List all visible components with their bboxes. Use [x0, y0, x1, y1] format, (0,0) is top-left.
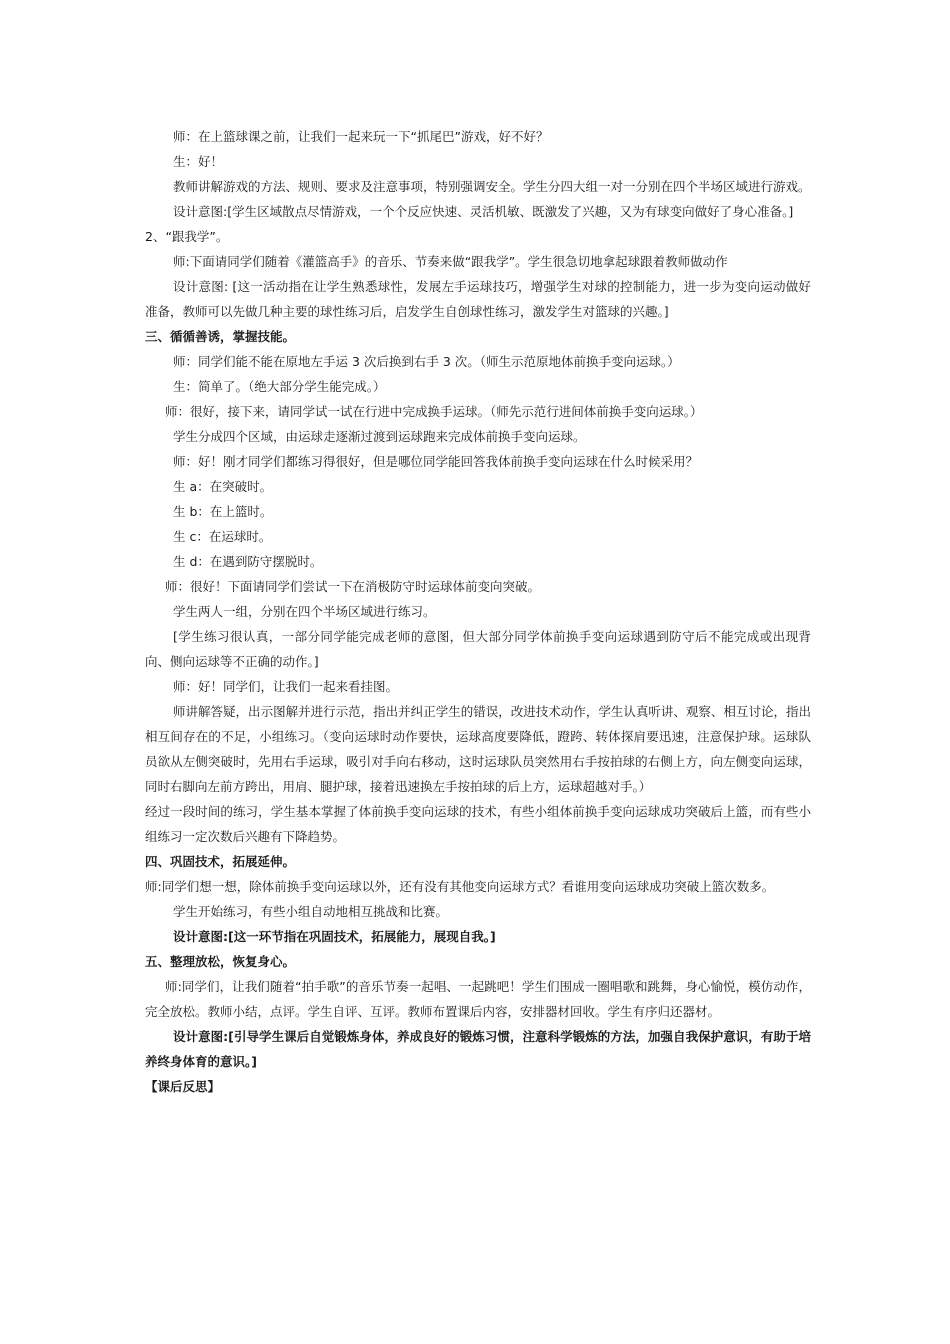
paragraph: 2、“跟我学”。	[145, 229, 229, 244]
paragraph: 学生分成四个区域，由运球走逐渐过渡到运球跑来完成体前换手变向运球。	[173, 429, 586, 444]
paragraph: 教师讲解游戏的方法、规则、要求及注意事项，特别强调安全。学生分四大组一对一分别在四个半场区域进行游戏。	[173, 179, 811, 194]
paragraph: 师:同学们，让我们随着“拍手歌”的音乐节奏一起唱、一起跳吧！学生们围成一圈唱歌和跳舞，身心愉悦，模仿动作，完全放松。教师小结，点评。学生自评、互评。教师布置课后内容，安排器材回收。学生有序归还器材。	[145, 979, 811, 1019]
paragraph: 设计意图:[这一环节指在巩固技术，拓展能力，展现自我。]	[173, 929, 496, 944]
paragraph: 学生开始练习，有些小组自动地相互挑战和比赛。	[173, 904, 449, 919]
paragraph: 师:同学们想一想，除体前换手变向运球以外，还有没有其他变向运球方式？看谁用变向运球成功突破上篮次数多。	[145, 879, 775, 894]
paragraph: 生 d：在遇到防守摆脱时。	[173, 554, 323, 569]
paragraph: 学生两人一组，分别在四个半场区域进行练习。	[173, 604, 436, 619]
document-body	[145, 124, 811, 1099]
paragraph: 师：好！同学们，让我们一起来看挂图。	[173, 679, 399, 694]
section-heading: 五、整理放松，恢复身心。	[145, 954, 296, 969]
paragraph: 生 c：在运球时。	[173, 529, 272, 544]
paragraph: [学生练习很认真，一部分同学能完成老师的意图，但大部分同学体前换手变向运球遇到防守后不能完成或出现背向、侧向运球等不正确的动作。]	[145, 629, 811, 669]
paragraph: 师：好！刚才同学们都练习得很好，但是哪位同学能回答我体前换手变向运球在什么时候采用？	[173, 454, 699, 469]
paragraph: 设计意图: [这一活动指在让学生熟悉球性，发展左手运球技巧，增强学生对球的控制能力，进一步为变向运动做好准备，教师可以先做几种主要的球性练习后，启发学生自创球性练习，激发学生对篮球的兴趣。]	[145, 279, 811, 319]
paragraph: 师：很好！下面请同学们尝试一下在消极防守时运球体前变向突破。	[165, 579, 541, 594]
paragraph: 师：同学们能不能在原地左手运 3 次后换到右手 3 次。（师生示范原地体前换手变向运球。）	[173, 354, 680, 369]
paragraph: 设计意图:[学生区域散点尽情游戏，一个个反应快速、灵活机敏、既激发了兴趣，又为有球变向做好了身心准备。]	[173, 204, 794, 219]
paragraph: 师：很好，接下来，请同学试一试在行进中完成换手运球。（师先示范行进间体前换手变向运球。）	[165, 404, 703, 419]
paragraph: 生 b：在上篮时。	[173, 504, 273, 519]
paragraph: 师讲解答疑，出示图解并进行示范，指出并纠正学生的错误，改进技术动作，学生认真听讲、观察、相互讨论，指出相互间存在的不足，小组练习。（变向运球时动作要快，运球高度要降低，蹬跨、转体探肩要迅速，注意保护球。运球队员欲从左侧突破时，先用右手运球，吸引对手向右移动，这时运球队员突然用右手按拍球的右侧上方，向左侧变向运球，同时右脚向左前方跨出，用肩、腿护球，接着迅速换左手按拍球的后上方，运球超越对手。）	[145, 704, 811, 794]
paragraph: 经过一段时间的练习，学生基本掌握了体前换手变向运球的技术，有些小组体前换手变向运球成功突破后上篮，而有些小组练习一定次数后兴趣有下降趋势。	[145, 804, 811, 844]
section-heading: 【课后反思】	[145, 1079, 221, 1094]
paragraph: 师：在上篮球课之前，让我们一起来玩一下“抓尾巴”游戏，好不好？	[173, 129, 549, 144]
paragraph: 设计意图:[引导学生课后自觉锻炼身体，养成良好的锻炼习惯，注意科学锻炼的方法，加强自我保护意识，有助于培养终身体育的意识。]	[145, 1029, 811, 1069]
section-heading: 三、循循善诱，掌握技能。	[145, 329, 296, 344]
section-heading: 四、巩固技术，拓展延伸。	[145, 854, 296, 869]
paragraph: 生 a：在突破时。	[173, 479, 273, 494]
paragraph: 师:下面请同学们随着《灌篮高手》的音乐、节奏来做“跟我学”。学生很急切地拿起球跟着教师做动作	[173, 254, 728, 269]
paragraph: 生：简单了。（绝大部分学生能完成。）	[173, 379, 386, 394]
paragraph: 生：好！	[173, 154, 224, 169]
